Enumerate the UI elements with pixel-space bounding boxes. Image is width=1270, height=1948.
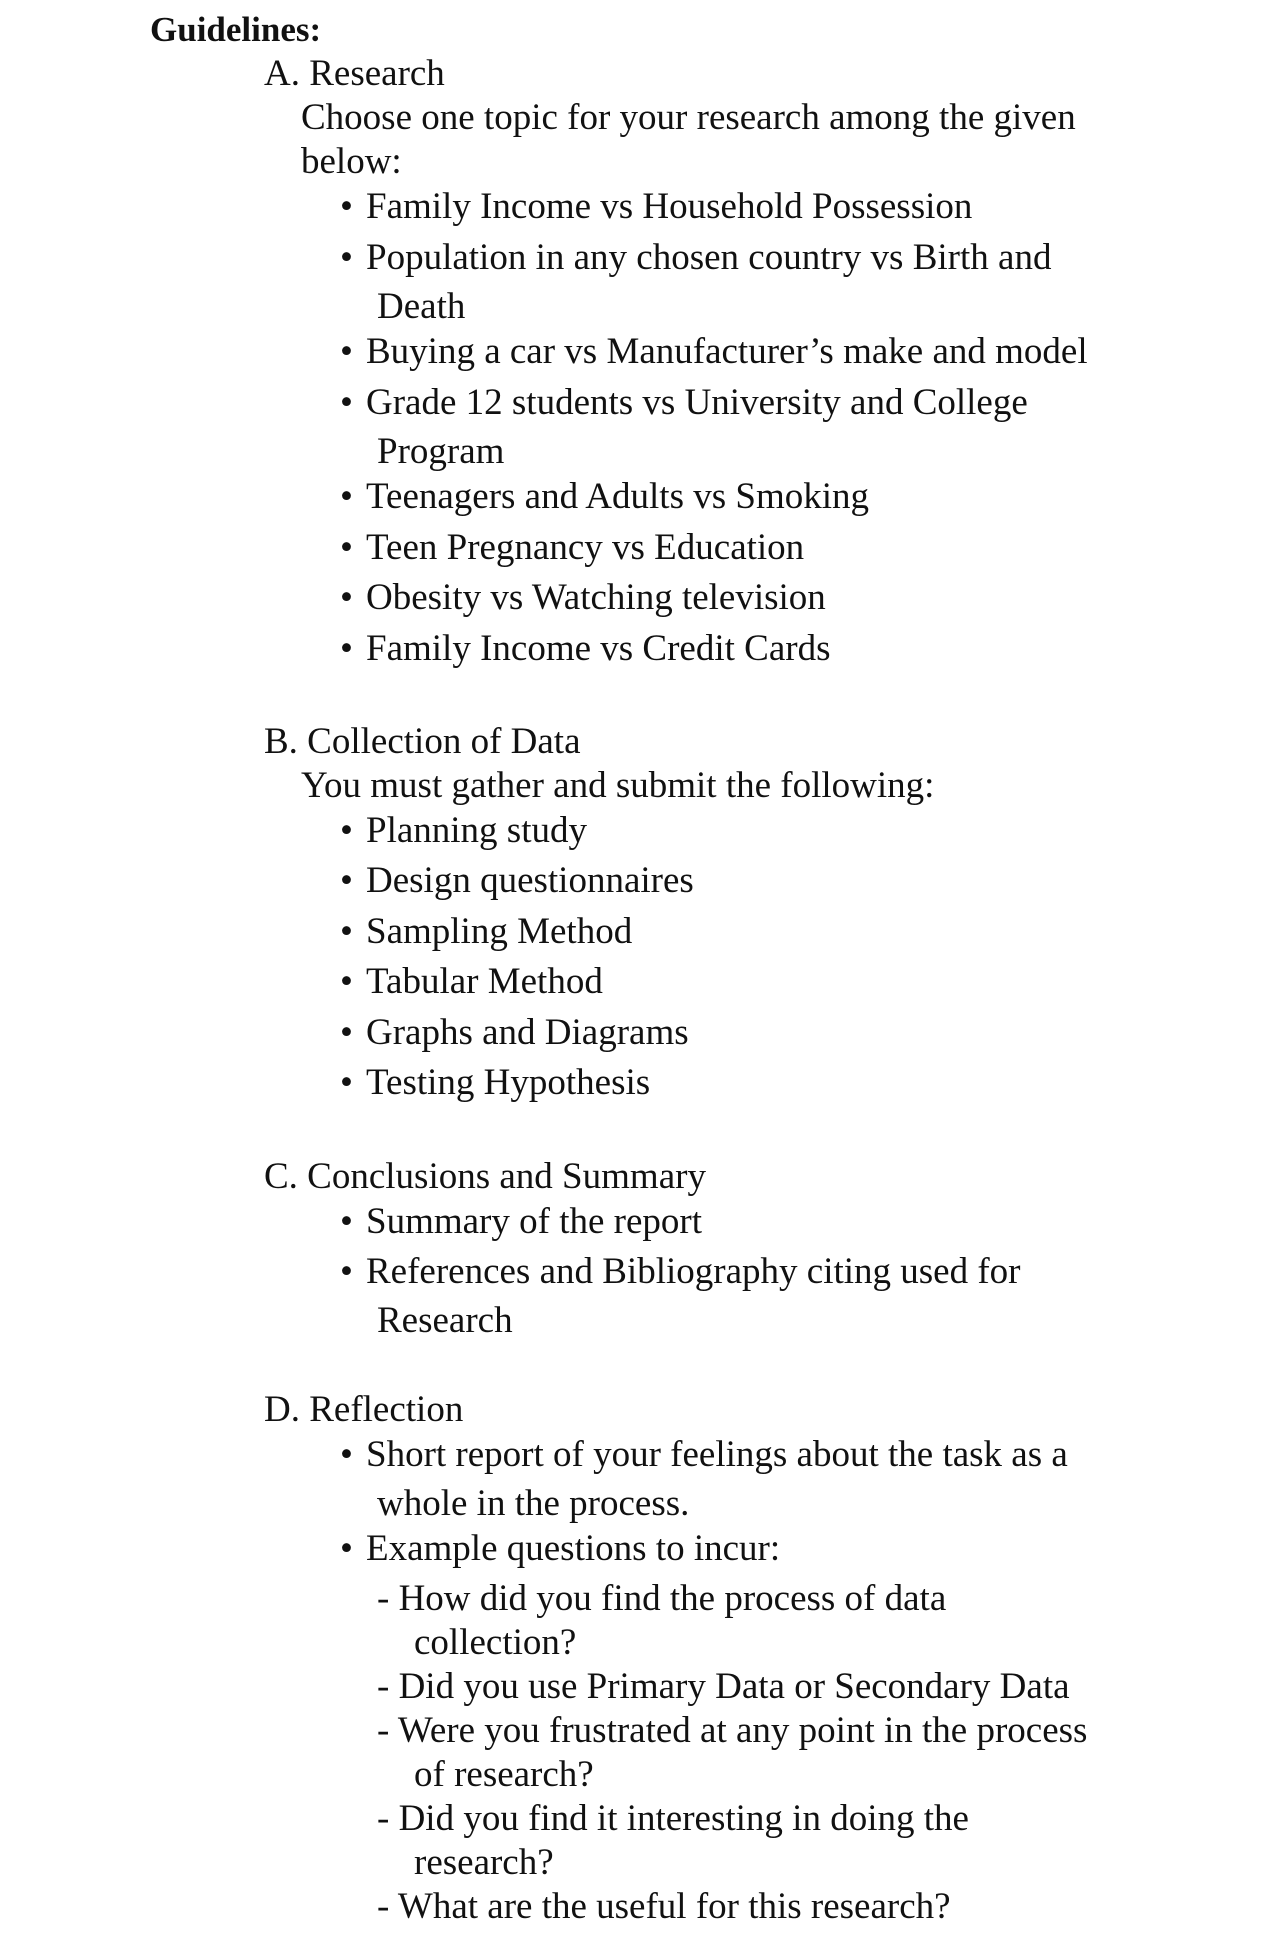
list-item: • Buying a car vs Manufacturer’s make and model (340, 331, 1088, 372)
section-a-intro-line1: Choose one topic for your research among the given (301, 97, 1076, 138)
bullet-icon: • (340, 1062, 353, 1103)
bullet-icon: • (340, 331, 353, 372)
list-item: • Tabular Method (340, 961, 603, 1002)
bullet-icon: • (340, 527, 353, 568)
section-b-intro: You must gather and submit the following: (301, 765, 935, 806)
list-item: • Design questionnaires (340, 860, 694, 901)
list-item: • Teenagers and Adults vs Smoking (340, 476, 870, 517)
list-item-continuation: Research (377, 1300, 513, 1341)
section-a-heading: A. Research (264, 53, 445, 94)
question-item: - Did you find it interesting in doing the (377, 1798, 969, 1839)
bullet-icon: • (340, 237, 353, 278)
list-item-continuation: Death (377, 286, 466, 327)
bullet-icon: • (340, 961, 353, 1002)
list-item: • Family Income vs Household Possession (340, 186, 973, 227)
question-item: - Were you frustrated at any point in the process (377, 1710, 1088, 1751)
bullet-icon: • (340, 810, 353, 851)
list-item: • Family Income vs Credit Cards (340, 628, 831, 669)
list-item: • Obesity vs Watching television (340, 577, 826, 618)
list-item: • Graphs and Diagrams (340, 1012, 689, 1053)
question-item: - How did you find the process of data (377, 1578, 947, 1619)
list-item-continuation: whole in the process. (377, 1483, 690, 1524)
bullet-icon: • (340, 911, 353, 952)
bullet-icon: • (340, 1201, 353, 1242)
bullet-icon: • (340, 1434, 353, 1475)
page-title: Guidelines: (150, 10, 322, 49)
question-item: - What are the useful for this research? (377, 1886, 951, 1927)
list-item: • Population in any chosen country vs Birth and (340, 237, 1052, 278)
list-item: • Summary of the report (340, 1201, 702, 1242)
bullet-icon: • (340, 1012, 353, 1053)
question-item: - Did you use Primary Data or Secondary Data (377, 1666, 1070, 1707)
section-b-heading: B. Collection of Data (264, 721, 581, 762)
list-item: • Grade 12 students vs University and College (340, 382, 1028, 423)
bullet-icon: • (340, 476, 353, 517)
bullet-icon: • (340, 382, 353, 423)
bullet-icon: • (340, 1528, 353, 1569)
bullet-icon: • (340, 186, 353, 227)
bullet-icon: • (340, 860, 353, 901)
bullet-icon: • (340, 577, 353, 618)
list-item: • Sampling Method (340, 911, 633, 952)
list-item: • Testing Hypothesis (340, 1062, 651, 1103)
question-item-continuation: collection? (414, 1622, 577, 1663)
question-item-continuation: of research? (414, 1754, 594, 1795)
list-item: • Teen Pregnancy vs Education (340, 527, 805, 568)
list-item: • Example questions to incur: (340, 1528, 781, 1569)
question-item-continuation: research? (414, 1842, 554, 1883)
section-a-intro-line2: below: (301, 141, 402, 182)
bullet-icon: • (340, 1251, 353, 1292)
list-item: • Short report of your feelings about the task as a (340, 1434, 1068, 1475)
list-item: • Planning study (340, 810, 587, 851)
list-item-continuation: Program (377, 431, 505, 472)
section-c-heading: C. Conclusions and Summary (264, 1156, 706, 1197)
list-item: • References and Bibliography citing used for (340, 1251, 1021, 1292)
section-d-heading: D. Reflection (264, 1389, 464, 1430)
bullet-icon: • (340, 628, 353, 669)
